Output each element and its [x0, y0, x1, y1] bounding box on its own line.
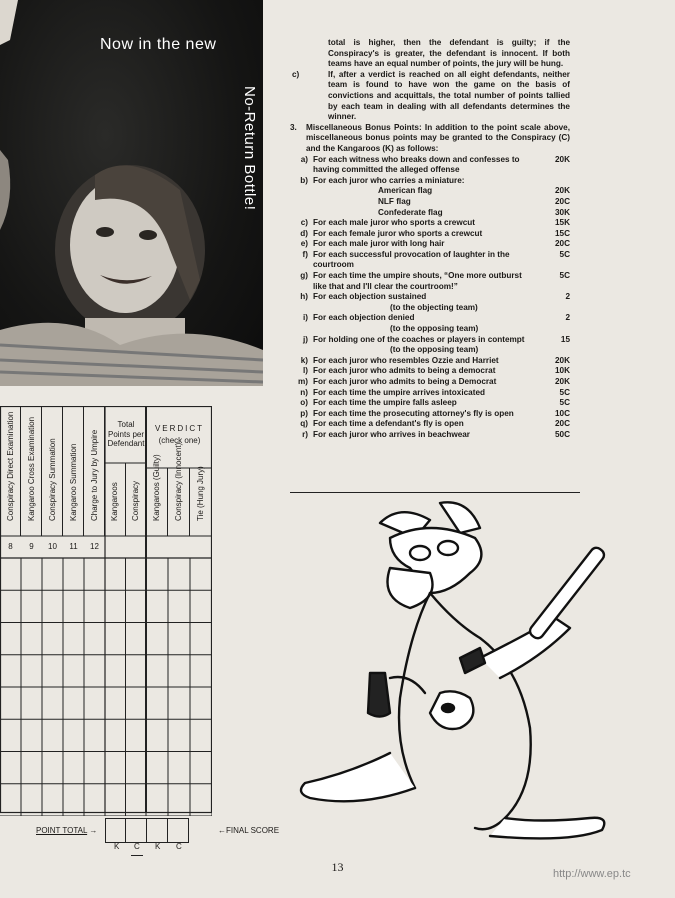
form-column-header	[84, 406, 105, 536]
bonus-sub-text: Confederate flag	[378, 207, 443, 217]
bonus-item	[290, 398, 570, 409]
rule-3	[290, 123, 570, 155]
bonus-item-text: For each female juror who sports a crewcut	[313, 228, 483, 238]
bonus-item-text: For each time a defendant's fly is open	[313, 419, 464, 429]
bonus-item-points: 5C	[559, 398, 570, 408]
bonus-item-points: 20C	[554, 239, 570, 249]
advert-vertical-text: No-Return Bottle!	[241, 86, 258, 211]
bonus-item-label: e)	[300, 239, 308, 249]
form-column-header	[126, 463, 147, 536]
point-total-label	[36, 826, 97, 835]
bonus-item-label: p)	[300, 408, 308, 418]
bonus-item-label: o)	[300, 398, 308, 408]
bonus-item-text: For each time the umpire falls asleep	[313, 398, 457, 408]
rule-3-text: Miscellaneous Bonus Points: In addition to the point scale above, miscellaneous bonus points may be granted to the Conspiracy (C) and the Kangaroos (K) as follows:	[306, 122, 570, 153]
kc-label: K	[114, 842, 120, 851]
form-column-number: 8	[8, 542, 13, 551]
bonus-item-label: l)	[302, 366, 308, 376]
form-column-header	[21, 406, 42, 536]
form-column-label: Kangaroo Cross Examination	[26, 416, 36, 521]
form-column-label: Kangaroos	[110, 482, 120, 521]
bonus-list	[290, 155, 570, 441]
bonus-item-text: For each male juror who sports a crewcut	[313, 218, 475, 228]
bonus-item-text: For each successful provocation of laughter in the courtroom	[313, 249, 510, 270]
bonus-item-points: 15K	[554, 218, 570, 228]
bonus-item-text: For each objection denied	[313, 313, 415, 323]
bonus-item-text: For each juror who admits to being a democrat	[313, 366, 496, 376]
form-column-header	[146, 454, 168, 536]
bonus-item-text: For each juror who arrives in beachwear	[313, 429, 470, 439]
rule-c-text: If, after a verdict is reached on all eight defendants, neither team is found to have won the game on the basis of convictions and acquittals, the total number of points tallied by each team in dealing with all defendants determines the winner.	[328, 69, 570, 122]
bonus-sub-item	[290, 197, 570, 208]
kc-label: K	[155, 842, 161, 851]
form-column-label: Kangaroo Summation	[68, 443, 78, 521]
bonus-sub-points: 20K	[554, 186, 570, 196]
bonus-item-text: For each male juror with long hair	[313, 239, 445, 249]
bonus-item-points: 5C	[559, 271, 570, 281]
bonus-item-label: k)	[300, 355, 308, 365]
advert-photo	[0, 0, 263, 386]
bonus-item-label: f)	[302, 249, 308, 259]
point-total-row	[0, 818, 300, 844]
form-column-header	[190, 468, 212, 536]
rules-intro: total is higher, then the defendant is guilty; if the Conspiracy's is greater, the defendant is innocent. If both teams have an equal number of points, the jury will be hung.	[328, 38, 570, 69]
bonus-item-note: (to the opposing team)	[390, 345, 479, 355]
bonus-sub-item	[290, 186, 570, 197]
form-column-number: 9	[29, 542, 34, 551]
verdict-sub: (check one)	[158, 436, 201, 445]
bonus-item-text: For each juror who resembles Ozzie and Harriet	[313, 355, 499, 365]
total-boxes	[105, 818, 225, 844]
form-column-header	[42, 406, 63, 536]
bonus-item-points: 20C	[554, 419, 570, 429]
bonus-item	[290, 218, 570, 229]
bonus-item-points: 20K	[554, 355, 570, 365]
bonus-item-points: 2	[565, 292, 570, 302]
bonus-item	[290, 155, 570, 176]
bonus-item-points	[536, 176, 570, 187]
bonus-item	[290, 388, 570, 399]
bonus-item-label: m)	[297, 377, 308, 386]
bonus-item-label: b)	[300, 175, 308, 185]
form-column-number: 11	[69, 542, 78, 551]
form-column-label: Conspiracy Summation	[47, 438, 57, 521]
bonus-item-label: a)	[300, 154, 308, 164]
score-grid-rows	[0, 558, 212, 816]
bonus-item-text: For holding one of the coaches or players in contempt	[313, 334, 525, 344]
kangaroo-cartoon	[290, 498, 662, 860]
bonus-item	[290, 176, 570, 187]
form-column-header	[63, 406, 84, 536]
bonus-item-points: 15C	[554, 228, 570, 238]
bonus-item-text: For each time the umpire arrives intoxicated	[313, 387, 485, 397]
final-score-label	[218, 826, 279, 835]
bonus-item-note: (to the objecting team)	[390, 302, 478, 312]
bonus-item	[290, 335, 570, 346]
form-column-label: Tie (Hung Jury)	[196, 466, 205, 521]
bonus-item	[290, 377, 570, 388]
form-column-header	[0, 406, 21, 536]
page-number: 13	[331, 860, 344, 874]
final-score-text: FINAL SCORE	[226, 826, 280, 835]
arrow-right-icon: →	[89, 826, 98, 835]
bonus-sub-points: 20C	[554, 196, 570, 206]
bonus-item-points: 5C	[559, 387, 570, 397]
bonus-item-text: For each juror who carries a miniature:	[313, 175, 465, 185]
bonus-item-label: r)	[302, 429, 308, 439]
rule-c-label: c)	[292, 69, 300, 79]
bonus-item-text: For each juror who admits to being a Democrat	[313, 377, 497, 386]
bonus-item-points: 10K	[554, 366, 570, 376]
bonus-item	[290, 419, 570, 430]
score-form	[0, 406, 212, 840]
kc-underline	[131, 855, 143, 856]
rule-3-label: 3.	[290, 122, 297, 132]
bonus-item-label: n)	[300, 387, 308, 397]
bonus-item	[290, 430, 570, 441]
rule-c	[290, 70, 570, 123]
bonus-item	[290, 409, 570, 420]
bonus-item-label: c)	[300, 218, 308, 228]
bonus-item-points: 20K	[554, 154, 570, 164]
bonus-item-text: For each objection sustained	[313, 292, 427, 302]
verdict-head: VERDICT	[154, 424, 205, 433]
bonus-item-label: j)	[302, 334, 308, 344]
bonus-item-label: h)	[300, 292, 308, 302]
bonus-item	[290, 229, 570, 240]
bonus-item	[290, 366, 570, 377]
bonus-item-text: For each witness who breaks down and confesses to having committed the alleged offense	[313, 154, 520, 175]
point-total-text: POINT TOTAL	[36, 826, 88, 835]
form-column-label: Charge to Jury by Umpire	[89, 429, 99, 521]
form-column-header	[105, 463, 126, 536]
bonus-item-label: i)	[302, 313, 308, 323]
bonus-item-points: 10C	[554, 408, 570, 418]
watermark: http://www.ep.tc	[553, 868, 631, 880]
bonus-item	[290, 313, 570, 324]
form-column-label: Conspiracy (Innocent)	[174, 442, 183, 521]
rules-column	[290, 38, 570, 441]
section-divider	[290, 492, 580, 493]
bonus-item	[290, 271, 570, 292]
woman-portrait	[0, 0, 263, 386]
bonus-item-text: For each time the umpire shouts, “One more outburst like that and I'll clear the courtroom!”	[313, 271, 522, 291]
bonus-item-points: 2	[565, 313, 570, 323]
bonus-item	[290, 292, 570, 303]
bonus-item	[290, 239, 570, 250]
form-column-header	[168, 442, 190, 536]
total-points-head: Total Points per Defendant	[107, 420, 145, 448]
form-column-label: Conspiracy	[130, 480, 140, 521]
bonus-item-label: q)	[300, 419, 308, 429]
advert-headline: Now in the new	[100, 36, 217, 53]
bonus-sub-points: 30K	[554, 207, 570, 217]
bonus-sub-text: American flag	[378, 186, 433, 196]
bonus-item-points: 15	[560, 334, 570, 344]
form-column-label: Conspiracy Direct Examination	[5, 411, 15, 521]
bonus-item-points: 20K	[554, 377, 570, 386]
bonus-item-label: d)	[300, 228, 308, 238]
form-column-number: 12	[90, 542, 99, 551]
bonus-item-label: g)	[300, 271, 308, 281]
bonus-item-points: 5C	[559, 249, 570, 259]
bonus-item	[290, 356, 570, 367]
bonus-item-points: 50C	[554, 429, 570, 439]
bonus-item-note: (to the opposing team)	[390, 324, 479, 334]
form-column-number: 10	[48, 542, 57, 551]
form-column-label: Kangaroos (Guilty)	[152, 454, 161, 521]
bonus-item-text: For each time the prosecuting attorney's fly is open	[313, 408, 514, 418]
bonus-sub-item	[290, 208, 570, 219]
bonus-item	[290, 250, 570, 271]
kc-label: C	[134, 842, 140, 851]
kc-label: C	[176, 842, 182, 851]
bonus-sub-text: NLF flag	[378, 196, 411, 206]
arrow-left-icon: ←	[218, 826, 226, 835]
